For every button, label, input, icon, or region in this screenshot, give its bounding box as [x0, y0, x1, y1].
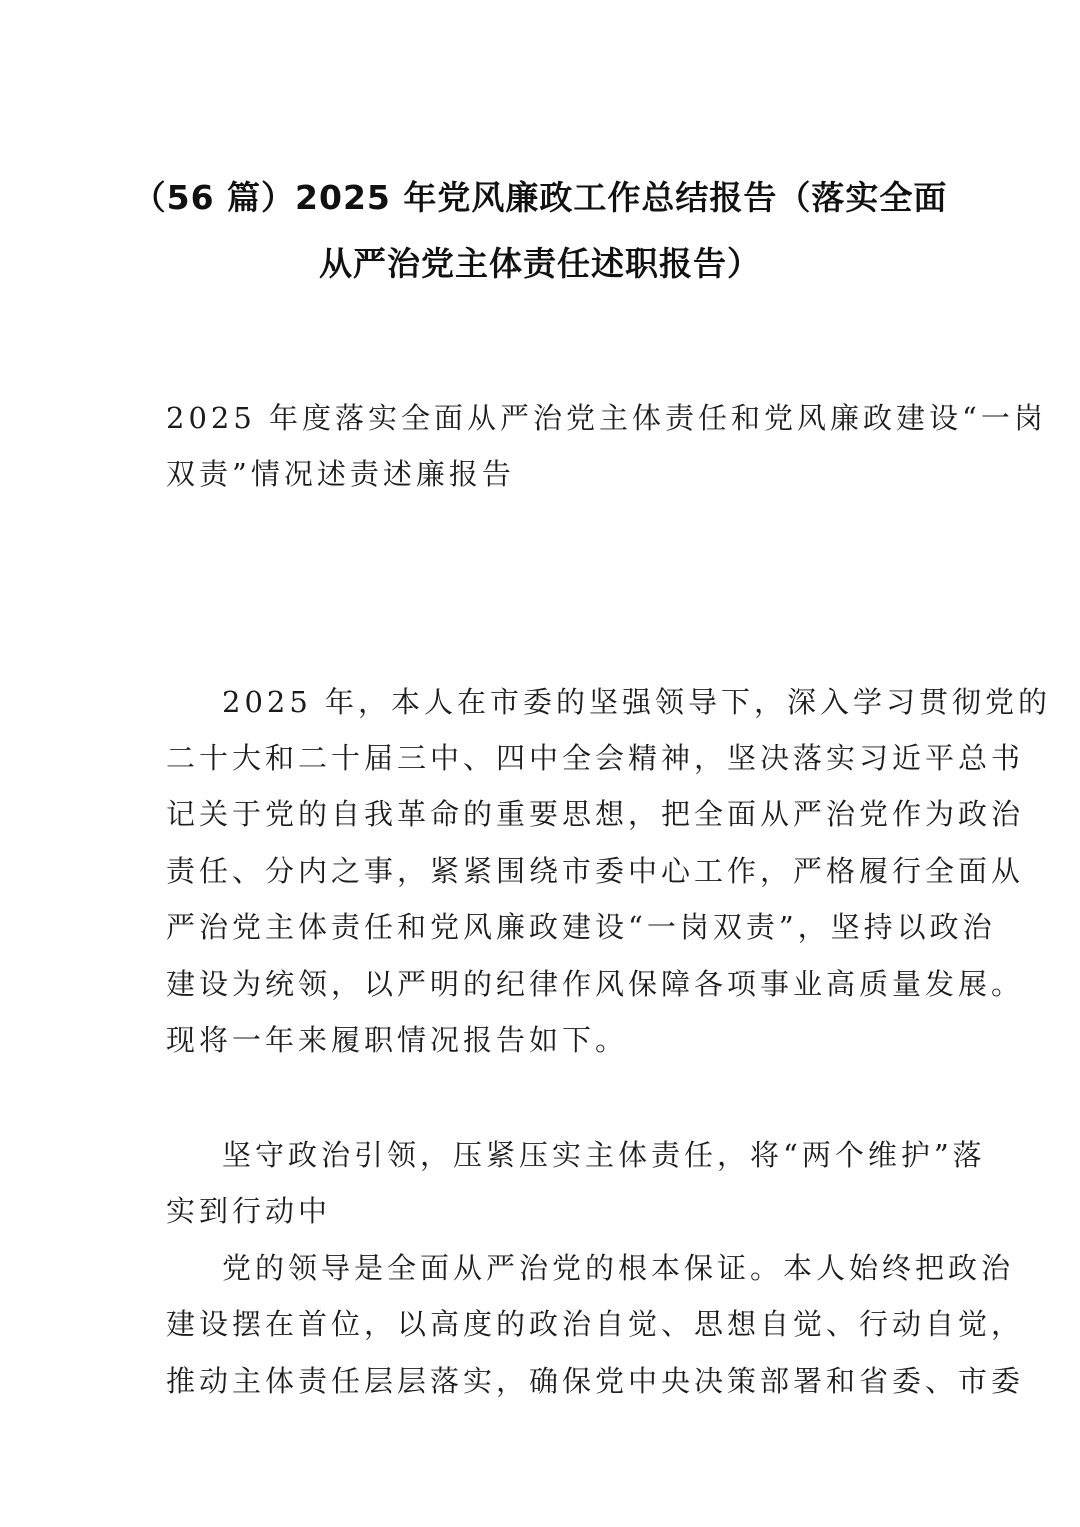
- intro-line-4: 责任、分内之事，紧紧围绕市委中心工作，严格履行全面从: [166, 854, 1025, 888]
- section-heading-line-1: 坚守政治引领，压紧压实主体责任，将“两个维护”落: [222, 1138, 986, 1172]
- section-body-line-1: 党的领导是全面从严治党的根本保证。本人始终把政治: [222, 1251, 1015, 1285]
- subtitle-line-1: 2025 年度落实全面从严治党主体责任和党风廉政建设“一岗: [166, 401, 1047, 435]
- intro-line-2: 二十大和二十届三中、四中全会精神，坚决落实习近平总书: [166, 741, 1025, 775]
- document-title-line-1: （56 篇）2025 年党风廉政工作总结报告（落实全面: [132, 178, 948, 217]
- section-heading-line-2: 实到行动中: [166, 1194, 332, 1228]
- intro-line-6: 建设为统领，以严明的纪律作风保障各项事业高质量发展。: [166, 967, 1025, 1001]
- intro-line-1: 2025 年，本人在市委的坚强领导下，深入学习贯彻党的: [222, 685, 1052, 719]
- section-body-line-2: 建设摆在首位，以高度的政治自觉、思想自觉、行动自觉，: [166, 1307, 1025, 1341]
- intro-line-7: 现将一年来履职情况报告如下。: [166, 1023, 629, 1057]
- subtitle-line-2: 双责”情况述责述廉报告: [166, 457, 515, 491]
- intro-line-5: 严治党主体责任和党风廉政建设“一岗双责”，坚持以政治: [166, 910, 996, 944]
- intro-line-3: 记关于党的自我革命的重要思想，把全面从严治党作为政治: [166, 797, 1025, 831]
- document-title-line-2: 从严治党主体责任述职报告）: [319, 244, 761, 283]
- section-body-line-3: 推动主体责任层层落实，确保党中央决策部署和省委、市委: [166, 1364, 1025, 1398]
